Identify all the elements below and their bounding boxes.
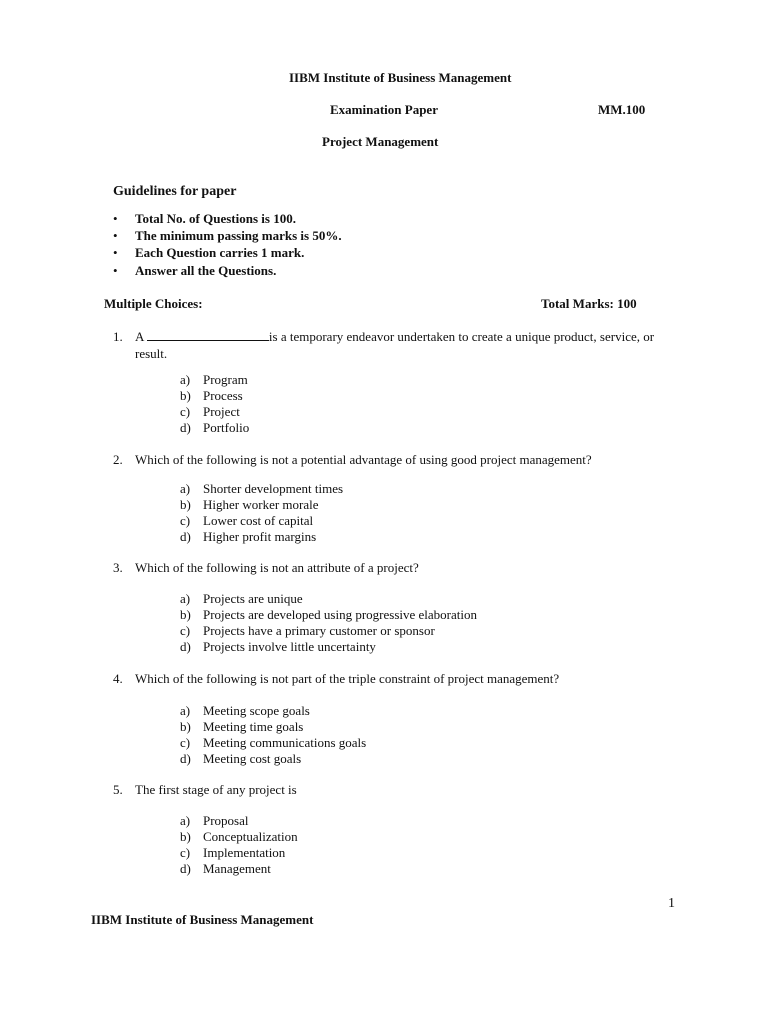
answer-blank [147, 329, 269, 341]
option-c[interactable]: c) Project [180, 404, 240, 419]
question-number: 1. [113, 329, 123, 344]
subject-title: Project Management [322, 134, 439, 149]
option-d[interactable]: d) Meeting cost goals [180, 751, 302, 766]
bullet-icon: • [113, 228, 118, 243]
option-a[interactable]: a) Shorter development times [180, 481, 344, 496]
bullet-icon: • [113, 263, 118, 278]
option-a[interactable]: a) Projects are unique [180, 591, 303, 606]
option-a[interactable]: a) Meeting scope goals [180, 703, 310, 718]
option-b[interactable]: b) Meeting time goals [180, 719, 304, 734]
question-text: A is a temporary endeavor undertaken to create a unique product, service, or [135, 329, 655, 344]
footer-institute: IIBM Institute of Business Management [91, 912, 314, 927]
question-number: 3. [113, 560, 123, 575]
option-b[interactable]: b) Higher worker morale [180, 497, 319, 512]
question-number: 2. [113, 452, 123, 467]
option-c[interactable]: c) Meeting communications goals [180, 735, 367, 750]
total-marks: Total Marks: 100 [541, 296, 637, 311]
option-a[interactable]: a) Proposal [180, 813, 249, 828]
option-b[interactable]: b) Projects are developed using progressive elaboration [180, 607, 477, 622]
question-text: The first stage of any project is [135, 782, 297, 797]
institute-title: IIBM Institute of Business Management [289, 70, 512, 85]
course-code: MM.100 [598, 102, 646, 117]
question-text-continued: result. [135, 346, 168, 361]
question-text: Which of the following is not a potential advantage of using good project management? [135, 452, 592, 467]
question-number: 4. [113, 671, 123, 686]
option-b[interactable]: b) Process [180, 388, 243, 403]
option-b[interactable]: b) Conceptualization [180, 829, 298, 844]
option-d[interactable]: d) Higher profit margins [180, 529, 317, 544]
section-title: Multiple Choices: [104, 296, 203, 311]
question-number: 5. [113, 782, 123, 797]
exam-title: Examination Paper [330, 102, 438, 117]
option-a[interactable]: a) Program [180, 372, 248, 387]
question-text: Which of the following is not an attribute of a project? [135, 560, 419, 575]
question-text: Which of the following is not part of the triple constraint of project management? [135, 671, 560, 686]
option-d[interactable]: d) Projects involve little uncertainty [180, 639, 376, 654]
option-d[interactable]: d) Management [180, 861, 271, 876]
page-number: 1 [668, 896, 675, 911]
option-c[interactable]: c) Projects have a primary customer or sponsor [180, 623, 435, 638]
bullet-icon: • [113, 211, 118, 226]
bullet-icon: • [113, 245, 118, 260]
option-c[interactable]: c) Implementation [180, 845, 286, 860]
guidelines-title: Guidelines for paper [113, 184, 237, 199]
option-c[interactable]: c) Lower cost of capital [180, 513, 314, 528]
option-d[interactable]: d) Portfolio [180, 420, 250, 435]
